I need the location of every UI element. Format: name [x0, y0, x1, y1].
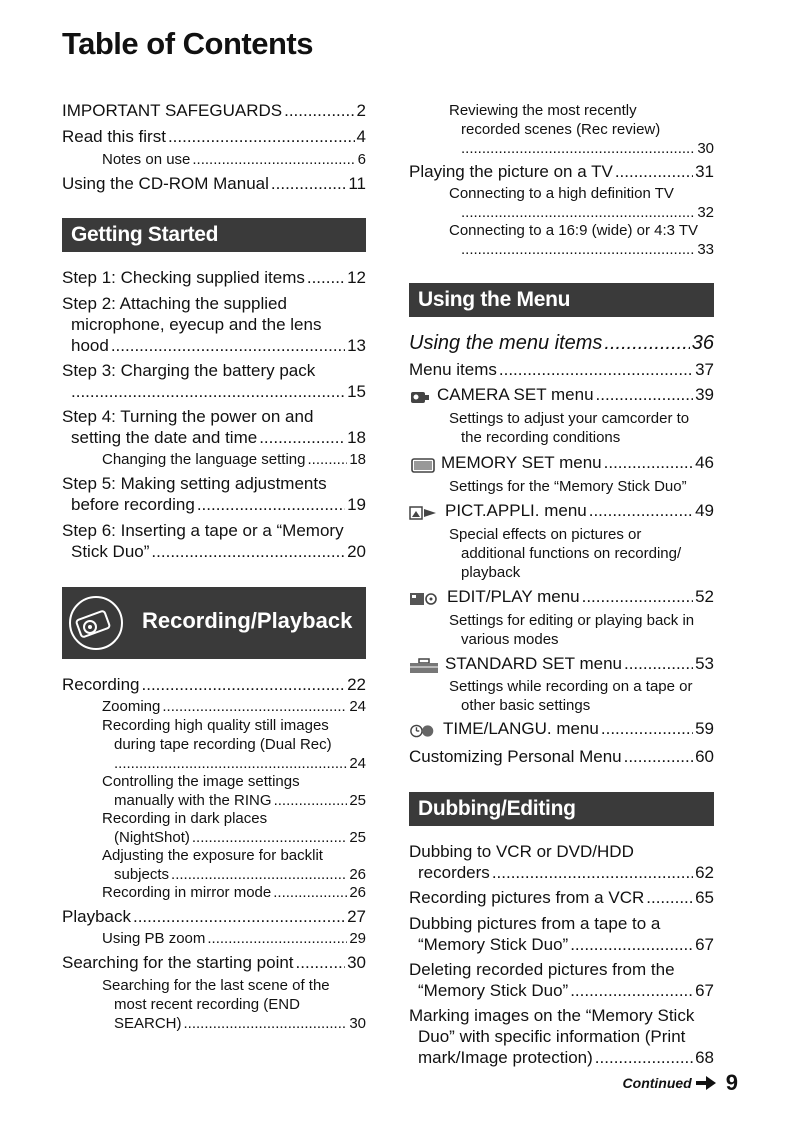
toc-entry-pb-zoom[interactable]	[62, 929, 366, 948]
leader-dots	[601, 718, 693, 739]
section-heading-using-the-menu: Using the Menu	[409, 283, 714, 317]
entry-page: 49	[695, 501, 714, 520]
toc-entry-language-setting[interactable]	[62, 450, 366, 469]
leader-dots	[624, 746, 693, 767]
entry-page: 31	[695, 162, 714, 181]
entry-title-cont: recorded scenes (Rec review)	[461, 121, 661, 138]
leader-dots	[151, 541, 345, 562]
toc-entry-notes-on-use[interactable]	[62, 150, 366, 169]
leader-dots	[184, 1014, 348, 1033]
entry-page: 26	[349, 884, 366, 901]
leader-dots	[192, 150, 355, 169]
entry-title: Step 4: Turning the power on and	[62, 407, 314, 426]
entry-page: 37	[695, 360, 714, 379]
leader-dots	[461, 139, 695, 158]
section-heading-getting-started: Getting Started	[62, 218, 366, 252]
leader-dots	[171, 865, 347, 884]
leader-dots	[604, 452, 693, 473]
toc-entry-menu-items[interactable]	[409, 359, 714, 380]
entry-page: 20	[347, 542, 366, 561]
entry-page: 19	[347, 495, 366, 514]
leader-dots	[271, 173, 346, 194]
entry-page: 46	[695, 453, 714, 472]
toc-desc-pict-appli	[409, 525, 714, 582]
entry-title: Recording in mirror mode	[102, 884, 272, 901]
toc-entry-tape-to-ms[interactable]	[409, 913, 714, 955]
entry-title: Using the menu items	[409, 332, 603, 354]
entry-page: 33	[697, 241, 714, 258]
leader-dots	[624, 653, 693, 674]
entry-page: 68	[695, 1048, 714, 1067]
page-footer	[623, 1070, 738, 1096]
entry-page: 11	[348, 174, 366, 193]
entry-title: Menu items	[409, 360, 497, 379]
toc-entry-nightshot[interactable]	[62, 809, 366, 847]
entry-title: Recording high quality still images	[102, 717, 329, 734]
entry-title: Connecting to a 16:9 (wide) or 4:3 TV	[449, 222, 699, 239]
toc-entry-standard-set[interactable]	[409, 653, 714, 674]
toc-entry-deleting[interactable]	[409, 959, 714, 1001]
entry-title: Customizing Personal Menu	[409, 747, 622, 766]
entry-title: EDIT/PLAY menu	[447, 587, 580, 606]
toc-entry-memory-set[interactable]	[409, 452, 714, 473]
toc-entry-marking[interactable]	[409, 1005, 714, 1068]
leader-dots	[307, 267, 345, 288]
entry-page: 59	[695, 719, 714, 738]
leader-dots	[273, 883, 347, 902]
entry-title: IMPORTANT SAFEGUARDS	[62, 101, 283, 120]
entry-page: 25	[349, 792, 366, 809]
leader-dots	[461, 203, 695, 222]
entry-title: PICT.APPLI. menu	[445, 501, 587, 520]
toc-desc-edit-play	[409, 611, 714, 649]
time-langu-icon	[409, 723, 437, 739]
leader-dots	[259, 427, 345, 448]
entry-title: STANDARD SET menu	[445, 654, 622, 673]
entry-title: Step 5: Making setting adjustments	[62, 474, 327, 493]
entry-title: Reviewing the most recently	[449, 102, 637, 119]
entry-title: Using the CD-ROM Manual	[62, 174, 269, 193]
entry-title-cont: recorders	[418, 863, 490, 882]
entry-desc: Special effects on pictures or	[449, 526, 642, 543]
entry-title: TIME/LANGU. menu	[443, 719, 599, 738]
leader-dots	[142, 674, 346, 695]
leader-dots	[197, 494, 345, 515]
entry-title: Deleting recorded pictures from the	[409, 960, 675, 979]
toc-entry-customizing[interactable]	[409, 746, 714, 767]
toc-entry-pict-appli[interactable]	[409, 500, 714, 521]
leader-dots	[162, 697, 347, 716]
leader-dots	[207, 929, 347, 948]
entry-title-cont: setting the date and time	[71, 428, 258, 447]
entry-page: 27	[347, 907, 366, 926]
entry-page: 60	[695, 747, 714, 766]
toc-entry-dubbing-vcr[interactable]	[409, 841, 714, 883]
toc-entry-mirror-mode[interactable]	[62, 883, 366, 902]
section-heading-recording-playback	[62, 587, 366, 659]
entry-page: 67	[695, 935, 714, 954]
section-heading-label: Recording/Playback	[142, 608, 353, 633]
page-number: 9	[725, 1070, 738, 1095]
entry-title-cont: before recording	[71, 495, 195, 514]
entry-title: Recording pictures from a VCR	[409, 888, 645, 907]
leader-dots	[284, 100, 354, 121]
standard-set-icon	[409, 658, 439, 674]
camera-set-icon	[409, 389, 431, 405]
arrow-right-icon	[696, 1076, 716, 1090]
entry-title: Using PB zoom	[102, 930, 206, 947]
entry-page: 52	[695, 587, 714, 606]
entry-title: Playing the picture on a TV	[409, 162, 613, 181]
entry-title-cont: SEARCH)	[114, 1015, 182, 1032]
toc-entry-dual-rec[interactable]	[62, 716, 366, 773]
entry-page: 25	[349, 829, 366, 846]
entry-desc: Settings while recording on a tape or	[449, 678, 693, 695]
pict-appli-icon	[409, 505, 439, 521]
leader-dots	[192, 828, 347, 847]
continued-link[interactable]: Continued	[622, 1075, 692, 1091]
toc-entry-tv169[interactable]	[409, 221, 714, 259]
leader-dots	[114, 754, 347, 773]
entry-title-cont: “Memory Stick Duo”	[418, 935, 569, 954]
memory-set-icon	[409, 457, 435, 473]
entry-title: MEMORY SET menu	[441, 453, 602, 472]
toc-entry-cdrom-manual[interactable]	[62, 173, 366, 194]
leader-dots	[615, 161, 693, 182]
entry-page: 18	[349, 451, 366, 468]
toc-entry-backlit[interactable]	[62, 846, 366, 884]
leader-dots	[499, 359, 693, 380]
entry-title: Searching for the starting point	[62, 953, 294, 972]
entry-title: Zooming	[102, 698, 161, 715]
entry-page: 29	[349, 930, 366, 947]
entry-page: 53	[695, 654, 714, 673]
section-heading-dubbing-editing: Dubbing/Editing	[409, 792, 714, 826]
leader-dots	[274, 791, 348, 810]
entry-page: 36	[691, 332, 714, 354]
entry-page: 24	[349, 755, 366, 772]
toc-entry-step6[interactable]	[62, 520, 366, 562]
toc-entry-end-search[interactable]	[62, 976, 366, 1033]
entry-title-cont: “Memory Stick Duo”	[418, 981, 569, 1000]
toc-entry-important-safeguards[interactable]	[62, 100, 366, 121]
entry-title: Connecting to a high definition TV	[449, 185, 674, 202]
leader-dots	[589, 500, 693, 521]
toc-entry-playback[interactable]	[62, 906, 366, 927]
entry-page: 4	[356, 127, 366, 146]
toc-entry-ring[interactable]	[62, 772, 366, 810]
entry-title-cont: Stick Duo”	[71, 542, 150, 561]
toc-desc-camera-set	[409, 409, 714, 447]
entry-title: Recording in dark places	[102, 810, 268, 827]
entry-title: Dubbing to VCR or DVD/HDD	[409, 842, 634, 861]
entry-title-cont: hood	[71, 336, 109, 355]
entry-page: 30	[349, 1015, 366, 1032]
toc-entry-read-this-first[interactable]	[62, 126, 366, 147]
entry-title-cont: during tape recording (Dual Rec)	[114, 736, 332, 753]
entry-page: 13	[347, 336, 366, 355]
toc-entry-step3[interactable]	[62, 360, 366, 402]
entry-title: Adjusting the exposure for backlit	[102, 847, 323, 864]
entry-title-cont: manually with the RING	[114, 792, 272, 809]
leader-dots	[492, 862, 693, 883]
entry-desc: Settings for the “Memory Stick Duo”	[449, 478, 687, 495]
leader-dots	[133, 906, 345, 927]
leader-dots	[596, 384, 694, 405]
edit-play-icon	[409, 591, 441, 607]
entry-desc-cont: additional functions on recording/	[461, 545, 682, 562]
toc-entry-recording[interactable]	[62, 674, 366, 695]
entry-title: Step 1: Checking supplied items	[62, 268, 305, 287]
entry-title: Step 3: Charging the battery pack	[62, 361, 316, 380]
toc-entry-edit-play[interactable]	[409, 586, 714, 607]
entry-desc: Settings to adjust your camcorder to	[449, 410, 690, 427]
leader-dots	[646, 887, 693, 908]
entry-title-cont: mark/Image protection)	[418, 1048, 593, 1067]
entry-page: 24	[349, 698, 366, 715]
entry-desc-cont: other basic settings	[461, 697, 591, 714]
toc-entry-searching[interactable]	[62, 952, 366, 973]
entry-title: Step 6: Inserting a tape or a “Memory	[62, 521, 344, 540]
entry-page: 30	[347, 953, 366, 972]
leader-dots	[71, 381, 345, 402]
entry-title: Marking images on the “Memory Stick	[409, 1006, 695, 1025]
entry-page: 2	[356, 101, 366, 120]
entry-page: 12	[347, 268, 366, 287]
entry-title-cont: microphone, eyecup and the lens	[71, 315, 322, 334]
leader-dots	[604, 331, 689, 355]
entry-title-cont: (NightShot)	[114, 829, 190, 846]
entry-page: 32	[697, 204, 714, 221]
leader-dots	[595, 1047, 693, 1068]
leader-dots	[461, 240, 695, 259]
leader-dots	[570, 980, 693, 1001]
toc-entry-zooming[interactable]	[62, 697, 366, 716]
page-title: Table of Contents	[62, 26, 313, 61]
toc-entry-from-vcr[interactable]	[409, 887, 714, 908]
entry-title: CAMERA SET menu	[437, 385, 594, 404]
toc-entry-time-langu[interactable]	[409, 718, 714, 739]
entry-title-cont: Duo” with specific information (Print	[418, 1027, 686, 1046]
entry-page: 30	[697, 140, 714, 157]
entry-title: Searching for the last scene of the	[102, 977, 330, 994]
toc-entry-step5[interactable]	[62, 473, 366, 515]
leader-dots	[296, 952, 346, 973]
entry-title: Notes on use	[102, 151, 191, 168]
entry-page: 6	[357, 151, 366, 168]
leader-dots	[582, 586, 693, 607]
leader-dots	[168, 126, 355, 147]
entry-title: Read this first	[62, 127, 166, 146]
entry-title-cont: most recent recording (END	[114, 996, 300, 1013]
entry-title: Changing the language setting	[102, 451, 306, 468]
entry-desc-cont: the recording conditions	[461, 429, 621, 446]
toc-entry-step1[interactable]	[62, 267, 366, 288]
entry-page: 39	[695, 385, 714, 404]
leader-dots	[111, 335, 345, 356]
entry-title-cont: subjects	[114, 866, 170, 883]
entry-desc-cont: playback	[461, 564, 521, 581]
entry-title: Step 2: Attaching the supplied	[62, 294, 287, 313]
entry-desc: Settings for editing or playing back in	[449, 612, 695, 629]
leader-dots	[570, 934, 693, 955]
camcorder-icon	[68, 595, 124, 651]
entry-page: 65	[695, 888, 714, 907]
entry-page: 62	[695, 863, 714, 882]
entry-page: 22	[347, 675, 366, 694]
entry-page: 18	[347, 428, 366, 447]
toc-entry-step4[interactable]	[62, 406, 366, 448]
toc-entry-tv[interactable]	[409, 161, 714, 182]
entry-title: Recording	[62, 675, 140, 694]
entry-title: Controlling the image settings	[102, 773, 300, 790]
entry-desc-cont: various modes	[461, 631, 559, 648]
toc-entry-step2[interactable]	[62, 293, 366, 356]
toc-desc-memory-set	[409, 477, 714, 496]
toc-entry-using-menu-items[interactable]	[409, 331, 714, 355]
entry-title: Dubbing pictures from a tape to a	[409, 914, 661, 933]
toc-desc-standard-set	[409, 677, 714, 715]
toc-entry-rec-review[interactable]	[409, 101, 714, 158]
entry-title: Playback	[62, 907, 131, 926]
entry-page: 67	[695, 981, 714, 1000]
toc-entry-camera-set[interactable]	[409, 384, 714, 405]
entry-page: 26	[349, 866, 366, 883]
entry-page: 15	[347, 382, 366, 401]
leader-dots	[308, 450, 348, 469]
toc-entry-hdtv[interactable]	[409, 184, 714, 222]
